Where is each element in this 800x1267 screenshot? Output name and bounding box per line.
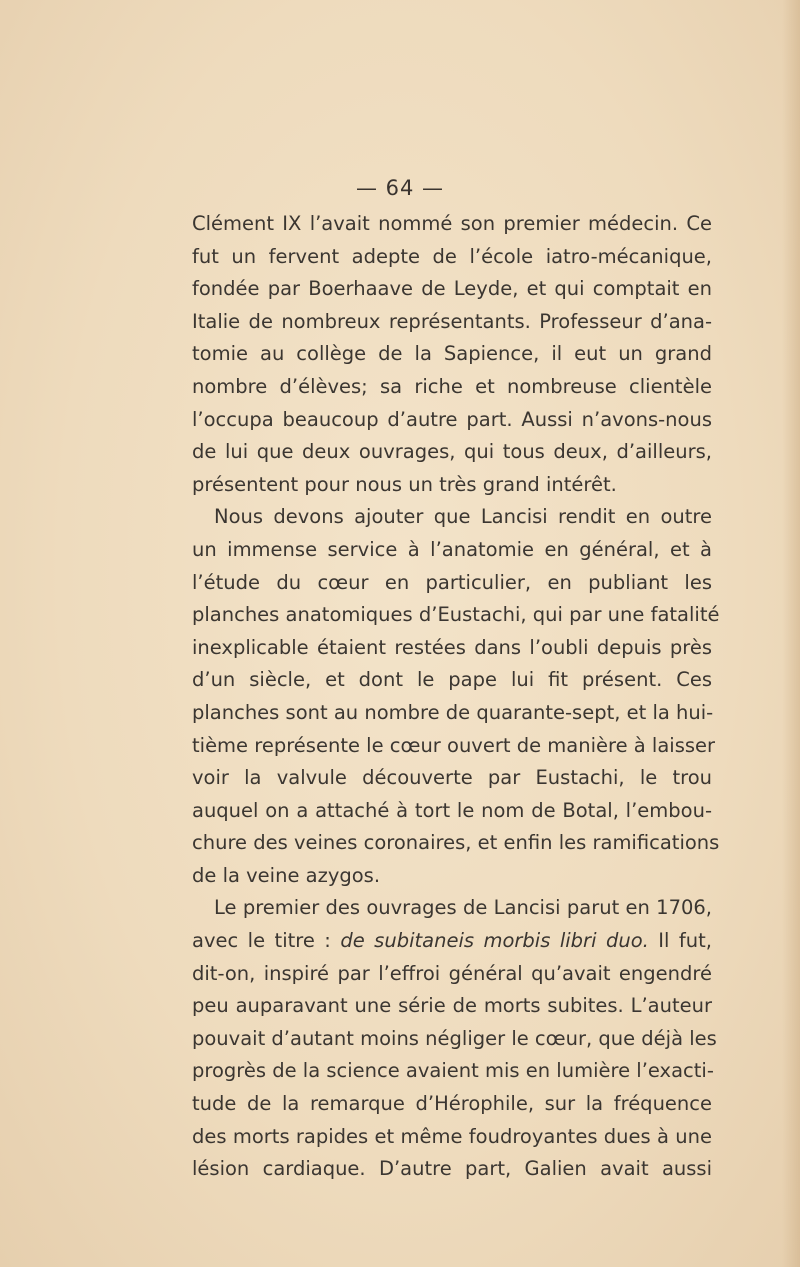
text-segment: avec le titre :: [192, 929, 341, 953]
text-line: peu auparavant une série de morts subites. L’auteur: [192, 994, 712, 1018]
text-line: pouvait d’autant moins négliger le cœur, que déjà les: [192, 1026, 717, 1050]
text-line: tomie au collège de la Sapience, il eut un grand: [192, 342, 712, 366]
body-text: [192, 208, 720, 1186]
text-line: lésion cardiaque. D’autre part, Galien avait aussi: [192, 1157, 712, 1181]
text-line: l’étude du cœur en particulier, en publiant les: [192, 570, 712, 594]
text-line: des morts rapides et même foudroyantes dues à une: [192, 1124, 712, 1148]
text-line: progrès de la science avaient mis en lumière l’exacti-: [192, 1059, 714, 1083]
text-line: présentent pour nous un très grand intérêt.: [192, 472, 617, 496]
text-segment: Il fut,: [648, 929, 712, 953]
text-line: nombre d’élèves; sa riche et nombreuse clientèle: [192, 374, 712, 398]
text-line: auquel on a attaché à tort le nom de Botal, l’embou-: [192, 798, 712, 822]
text-line: un immense service à l’anatomie en général, et à: [192, 537, 712, 561]
text-line: tième représente le cœur ouvert de manière à laisser: [192, 733, 716, 757]
text-line: fondée par Boerhaave de Leyde, et qui comptait en: [192, 277, 712, 301]
text-line-with-title: [192, 925, 712, 958]
text-line: de la veine azygos.: [192, 863, 381, 887]
text-line: fut un fervent adepte de l’école iatro-mécanique,: [192, 244, 712, 268]
book-title-italic: de subitaneis morbis libri duo.: [340, 929, 649, 953]
text-line: Nous devons ajouter que Lancisi rendit en outre: [214, 505, 712, 529]
text-line: de lui que deux ouvrages, qui tous deux, d’ailleurs,: [192, 440, 712, 464]
text-line: chure des veines coronaires, et enfin les ramifications: [192, 831, 720, 855]
text-line: tude de la remarque d’Hérophile, sur la fréquence: [192, 1092, 712, 1116]
text-line: d’un siècle, et dont le pape lui fit présent. Ces: [192, 668, 712, 692]
text-line: l’occupa beaucoup d’autre part. Aussi n’avons-nous: [192, 407, 712, 431]
text-line: Clément IX l’avait nommé son premier médecin. Ce: [192, 212, 712, 235]
page-number: — 64 —: [355, 176, 445, 200]
text-line: Italie de nombreux représentants. Professeur d’ana-: [192, 309, 712, 333]
text-line: dit-on, inspiré par l’effroi général qu’avait engendré: [192, 961, 712, 985]
text-line: voir la valvule découverte par Eustachi, le trou: [192, 766, 712, 790]
text-line: inexplicable étaient restées dans l’oubli depuis près: [192, 635, 712, 659]
text-line: Le premier des ouvrages de Lancisi parut en 1706,: [214, 896, 712, 920]
text-line: planches anatomiques d’Eustachi, qui par une fatalité: [192, 603, 720, 627]
text-line: planches sont au nombre de quarante-sept, et la hui-: [192, 700, 714, 724]
